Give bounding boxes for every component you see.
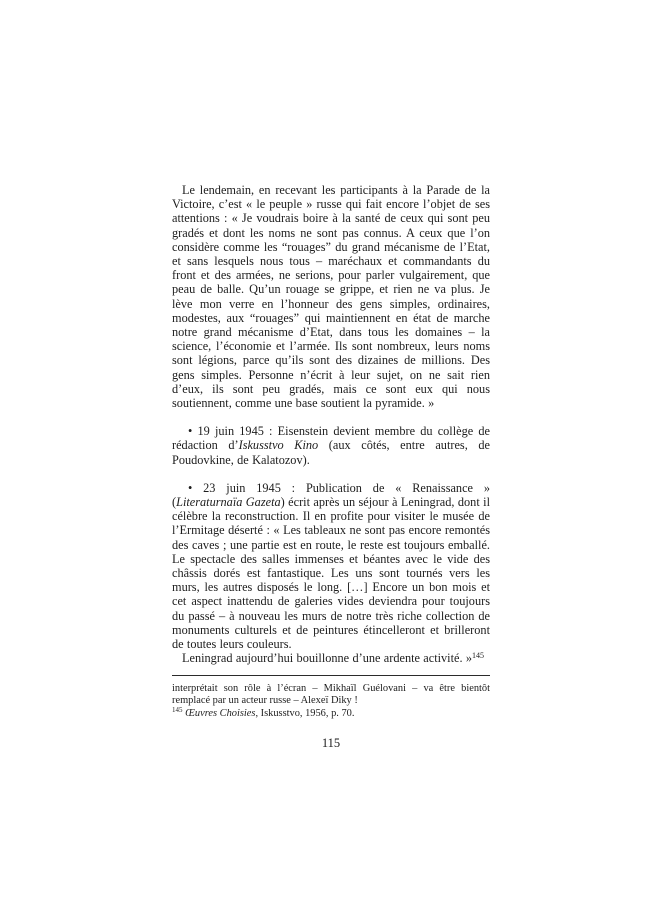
page-text-block xyxy=(172,183,490,721)
text-run: interprétait son rôle à l’écran – Mikhaïl Guélovani – va être bientôt remplacé par un acteur russe – Alexeï Diky ! xyxy=(172,682,490,707)
footnote-ref: 145 xyxy=(172,706,183,715)
body-text xyxy=(172,183,490,666)
footnote-entry xyxy=(172,683,490,708)
text-run: , Iskusstvo, 1956, p. 70. xyxy=(255,707,355,719)
text-run-italic: Œuvres Choisies xyxy=(185,707,256,719)
paragraph-continuation xyxy=(172,651,490,665)
page-number: 115 xyxy=(321,736,341,750)
footnote-entries xyxy=(172,683,490,721)
bullet-paragraph xyxy=(172,424,490,467)
footnote-section xyxy=(172,675,490,721)
text-run: Leningrad aujourd’hui bouillonne d’une ardente activité. » xyxy=(182,651,473,666)
footnote-entry xyxy=(172,708,490,721)
text-run: • 23 juin 1945 : Publication de « Renaissance » ( xyxy=(172,480,490,510)
text-run-italic: Literaturnaïa Gazeta xyxy=(176,495,281,510)
text-run: • 19 juin 1945 : Eisenstein devient membre du collège de rédaction d’ xyxy=(172,424,490,453)
text-run: (aux côtés, entre autres, de Poudovkine, de Kalatozov). xyxy=(172,438,490,467)
footnote-separator xyxy=(172,675,490,676)
text-run: Le lendemain, en recevant les participants à la Parade de la Victoire, c’est « le peuple » russe qui fait encore l’objet de ses attentions : « Je voudrais boire à la santé de ceux qui sont peu gradés et dont les noms ne sont pas connus. A ceux que l’on considère comme les “rouages” du grand mécanisme de l’Etat, et sans lesquels nous tous – maréchaux et commandants du front et des armées, ne serions, pour parler vulgairement, que peau de balle. Qu’un rouage se grippe, et rien ne va plus. Je lève mon verre en l’honneur des gens simples, ordinaires, modestes, aux “rouages” qui maintiennent en état de marche notre grand mécanisme d’Etat, dans tous les domaines – la science, l’économie et l’armée. Ils sont nombreux, leurs noms sont légions, parce qu’ils sont des dizaines de millions. Des gens simples. Personne n’écrit à leur sujet, on ne sait rien d’eux, ils sont peu gradés, mais ce sont eux qui nous soutiennent, comme une base soutient la pyramide. » xyxy=(172,183,490,411)
text-run-italic: Iskusstvo Kino xyxy=(238,438,319,453)
paragraph xyxy=(172,183,490,410)
footnote-ref: 145 xyxy=(472,650,485,660)
bullet-paragraph xyxy=(172,481,490,651)
text-run: ) écrit après un séjour à Leningrad, dont il célèbre la reconstruction. Il en profite pour visiter le musée de l’Ermitage déserté : « Les tableaux ne sont pas encore remontés des caves ; une partie est en route, le reste est toujours emballé. Le spectacle des salles immenses et béantes avec le vide des châssis dorés est fantastique. Les uns sont tournés vers les murs, les autres disposés le long. […] Encore un bon mois et cet aspect inattendu de galeries vides deviendra pour toujours du passé – à nouveau les murs de notre très riche collection de monuments culturels et de peintures étincelleront et brilleront de toutes leurs couleurs. xyxy=(172,495,491,652)
